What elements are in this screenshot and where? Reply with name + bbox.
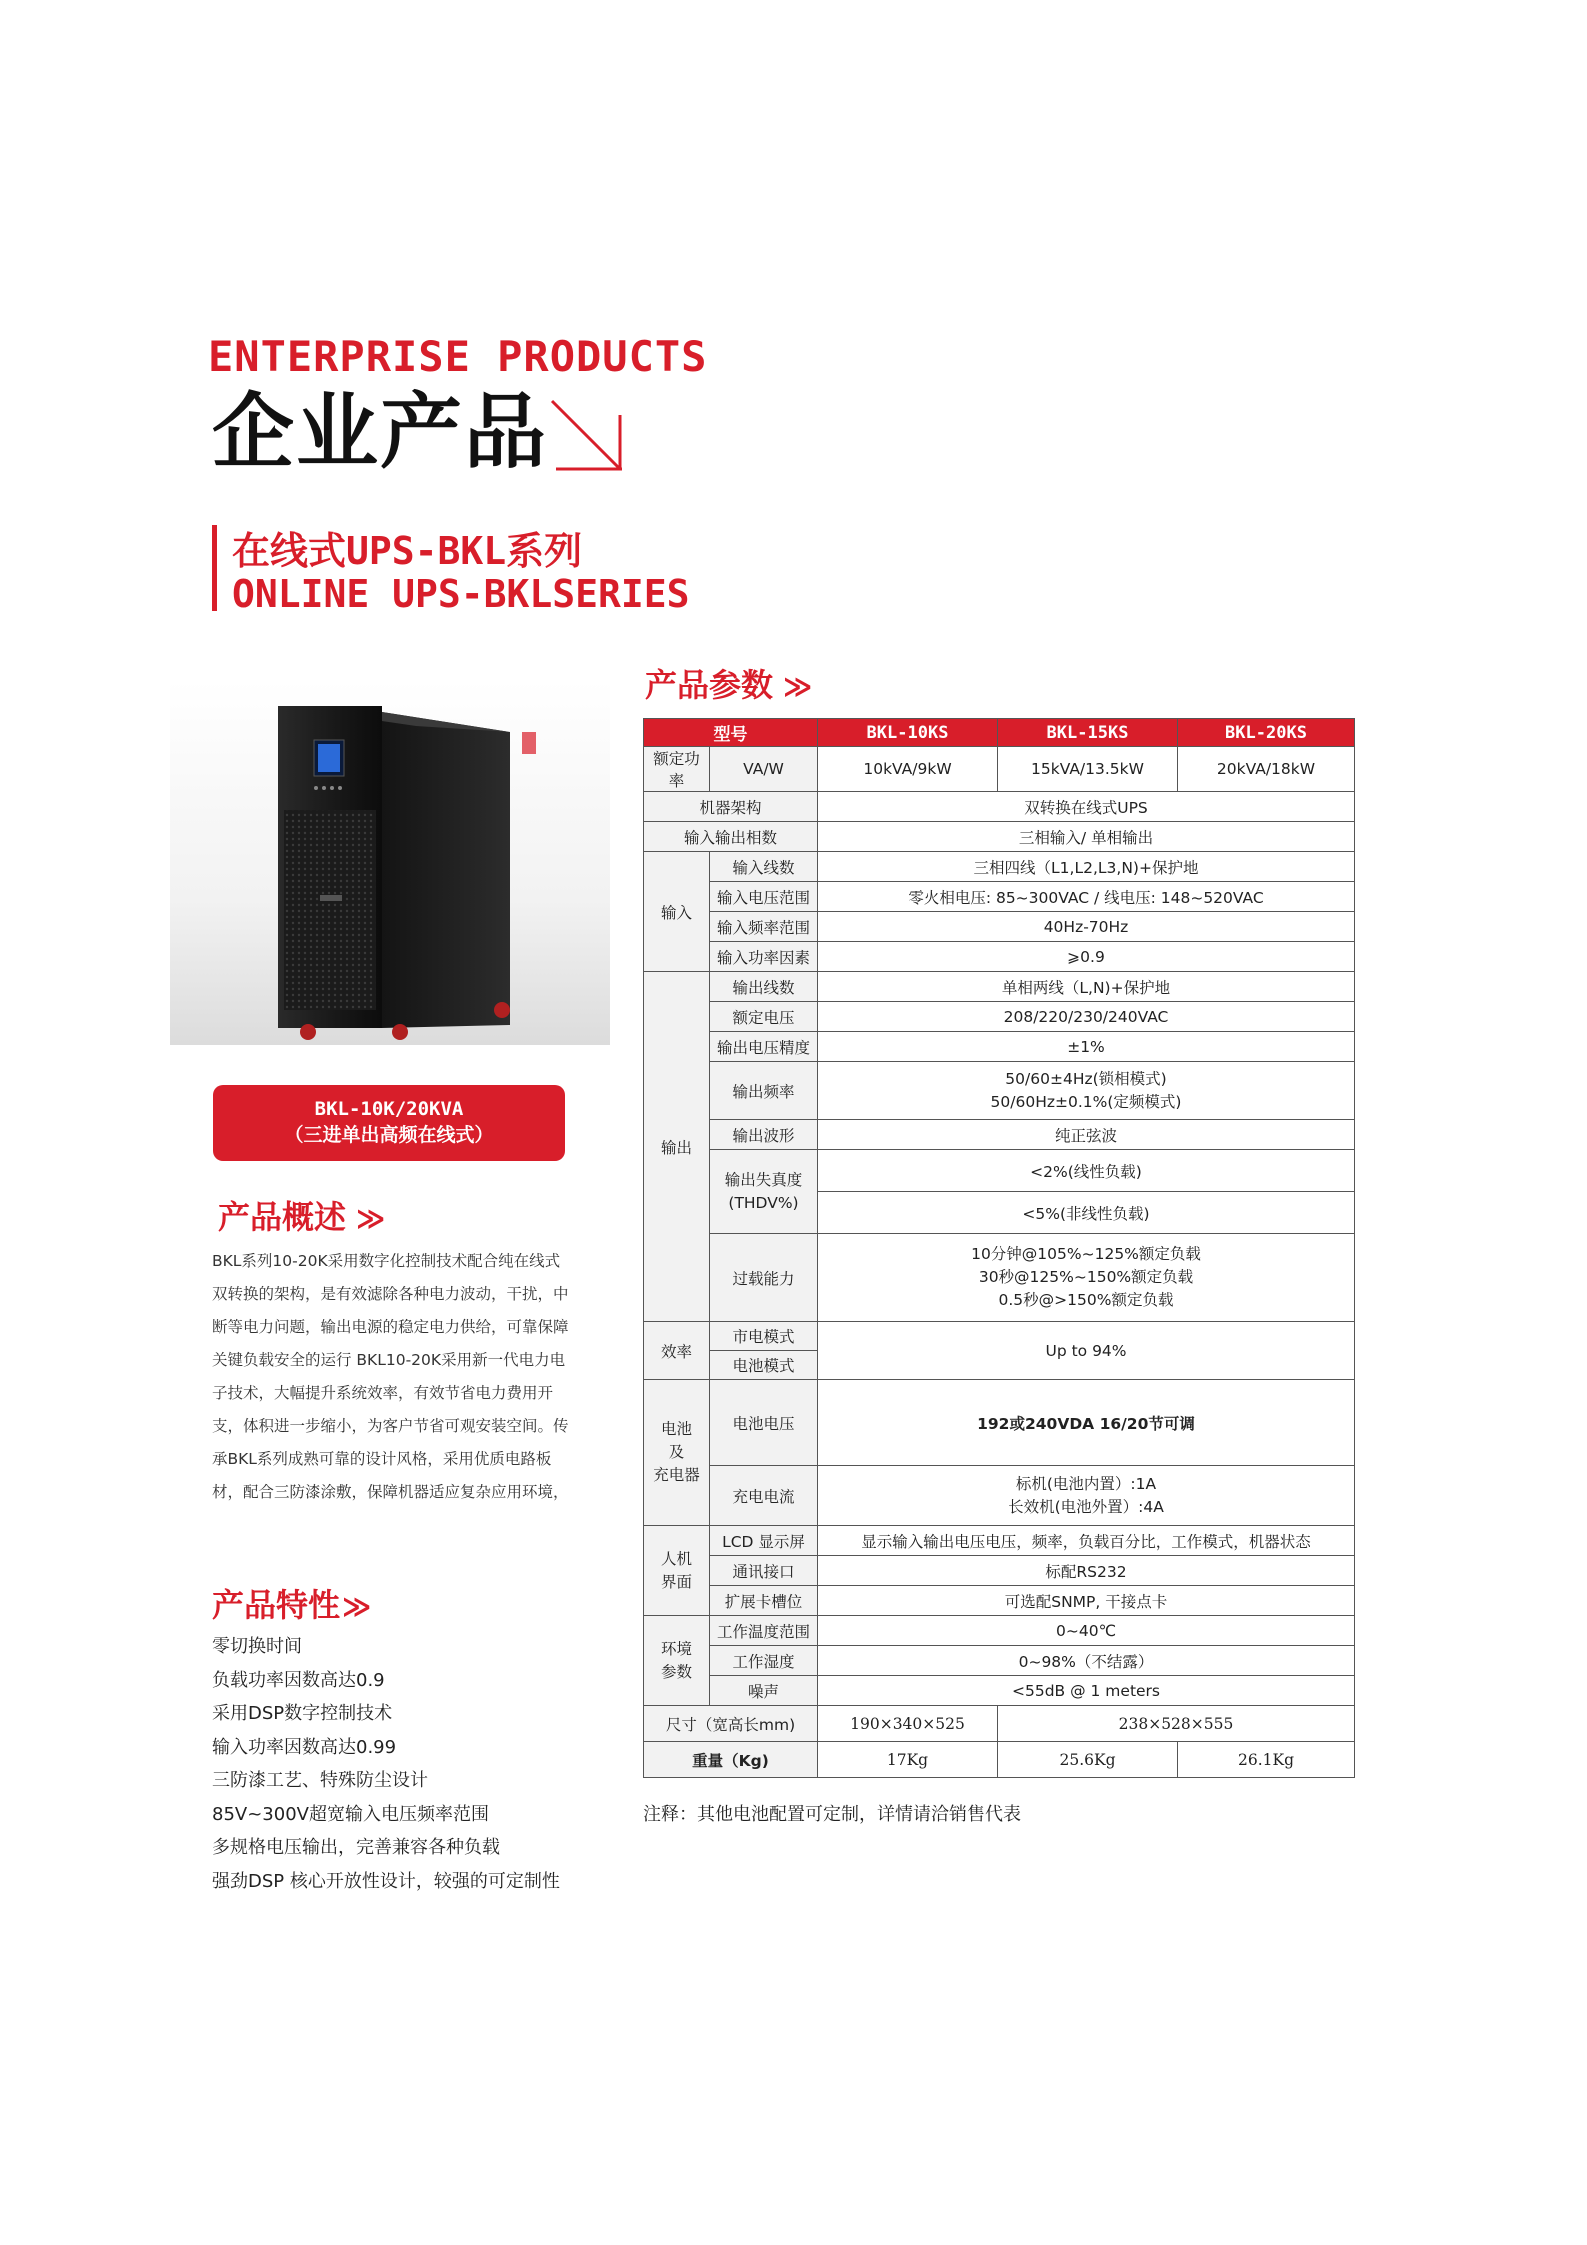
output-thd-label-line1: 输出失真度: [724, 1170, 803, 1189]
table-row: [644, 1556, 1355, 1586]
table-row: [644, 882, 1355, 912]
chevron-right-icon: ≫: [342, 1590, 372, 1623]
chevron-right-icon: ≫: [783, 670, 813, 703]
chevron-right-icon: ≫: [356, 1202, 386, 1235]
rated-power-20k: 20kVA/18kW: [1178, 747, 1355, 792]
product-image: [170, 680, 610, 1045]
hmi-group-line2: 界面: [660, 1572, 692, 1591]
rated-power-15k: 15kVA/13.5kW: [998, 747, 1178, 792]
overload-value: [818, 1234, 1355, 1322]
table-row: [644, 1586, 1355, 1616]
comm-label: 通讯接口: [710, 1556, 818, 1586]
product-type: （三进单出高频在线式）: [284, 1124, 494, 1146]
output-thd-linear: <2%(线性负载): [818, 1150, 1355, 1192]
output-thd-nonlinear: <5%(非线性负载): [818, 1192, 1355, 1234]
phases-value: 三相输入/ 单相输出: [818, 822, 1355, 852]
table-row: [644, 1380, 1355, 1466]
output-accuracy-label: 输出电压精度: [710, 1032, 818, 1062]
charge-current-label: 充电电流: [710, 1466, 818, 1526]
temp-value: 0~40℃: [818, 1616, 1355, 1646]
comm-value: 标配RS232: [818, 1556, 1355, 1586]
phases-label: 输入输出相数: [644, 822, 818, 852]
output-thd-label: [710, 1150, 818, 1234]
footnote: 注释：其他电池配置可定制，详情请洽销售代表: [643, 1804, 1021, 1825]
output-lines-value: 单相两线（L,N)+保护地: [818, 972, 1355, 1002]
rated-power-10k: 10kVA/9kW: [818, 747, 998, 792]
header-model: 型号: [644, 719, 818, 747]
output-wave-label: 输出波形: [710, 1120, 818, 1150]
table-header-row: [644, 719, 1355, 747]
series-title-en: ONLINE UPS-BKLSERIES: [232, 572, 690, 616]
series-title-cn: 在线式UPS-BKL系列: [232, 529, 583, 573]
list-item: 多规格电压输出，完善兼容各种负载: [212, 1837, 500, 1858]
hmi-group-line1: 人机: [660, 1549, 692, 1568]
table-row: [644, 1032, 1355, 1062]
env-group-line2: 参数: [660, 1662, 692, 1681]
charge-current-internal: 标机(电池内置）:1A: [1015, 1474, 1157, 1493]
params-title: [645, 660, 812, 706]
battery-group-line2: 及: [668, 1443, 685, 1461]
features-title-text: 产品特性: [212, 1586, 341, 1624]
charge-current-external: 长效机(电池外置）:4A: [1008, 1497, 1164, 1516]
params-title-text: 产品参数: [645, 666, 774, 704]
humidity-value: 0~98%（不结露）: [818, 1646, 1355, 1676]
size-10k: 190×340×525: [818, 1706, 998, 1742]
product-model-range: BKL-10K/20KVA: [314, 1098, 464, 1120]
slot-value: 可选配SNMP, 干接点卡: [818, 1586, 1355, 1616]
series-accent-bar: [212, 525, 217, 611]
battery-group-label: [644, 1380, 710, 1526]
input-lines-value: 三相四线（L1,L2,L3,N)+保护地: [818, 852, 1355, 882]
table-row: [644, 792, 1355, 822]
input-freq-label: 输入频率范围: [710, 912, 818, 942]
input-group-label: 输入: [644, 852, 710, 972]
input-pf-value: ⩾0.9: [818, 942, 1355, 972]
header-bkl-10ks: BKL-10KS: [818, 719, 998, 747]
table-row: [644, 1706, 1355, 1742]
table-row: [644, 852, 1355, 882]
size-label: 尺寸（宽高长mm): [644, 1706, 818, 1742]
product-caption: [213, 1085, 565, 1161]
table-row: [644, 1646, 1355, 1676]
table-row: [644, 1466, 1355, 1526]
noise-label: 噪声: [710, 1676, 818, 1706]
output-accuracy-value: ±1%: [818, 1032, 1355, 1062]
output-freq-fixed: 50/60Hz±0.1%(定频模式): [990, 1092, 1182, 1111]
table-row: [644, 942, 1355, 972]
output-wave-value: 纯正弦波: [818, 1120, 1355, 1150]
overload-line-3: 0.5秒@>150%额定负载: [998, 1291, 1174, 1309]
enterprise-title-en: ENTERPRISE PRODUCTS: [208, 332, 708, 381]
output-rated-value: 208/220/230/240VAC: [818, 1002, 1355, 1032]
overload-label: 过载能力: [710, 1234, 818, 1322]
table-row: [644, 1742, 1355, 1778]
input-voltage-value: 零火相电压: 85~300VAC / 线电压: 148~520VAC: [818, 882, 1355, 912]
architecture-label: 机器架构: [644, 792, 818, 822]
size-15k-20k: 238×528×555: [998, 1706, 1355, 1742]
output-freq-value: [818, 1062, 1355, 1120]
temp-label: 工作温度范围: [710, 1616, 818, 1646]
spec-table: [643, 718, 1355, 1778]
hmi-group-label: [644, 1526, 710, 1616]
weight-15k: 25.6Kg: [998, 1742, 1178, 1778]
humidity-label: 工作湿度: [710, 1646, 818, 1676]
lcd-value: 显示输入输出电压电压，频率，负载百分比，工作模式，机器状态: [818, 1526, 1355, 1556]
slot-label: 扩展卡槽位: [710, 1586, 818, 1616]
table-row: [644, 747, 1355, 792]
battery-group-line1: 电池: [660, 1420, 692, 1438]
table-row: [644, 822, 1355, 852]
battery-voltage-label: 电池电压: [710, 1380, 818, 1466]
output-freq-label: 输出频率: [710, 1062, 818, 1120]
table-row: [644, 1120, 1355, 1150]
env-group-line1: 环境: [660, 1639, 692, 1658]
arrow-down-right-icon: [548, 397, 626, 475]
input-voltage-label: 输入电压范围: [710, 882, 818, 912]
weight-20k: 26.1Kg: [1178, 1742, 1355, 1778]
output-rated-label: 额定电压: [710, 1002, 818, 1032]
overview-paragraph: BKL系列10-20K采用数字化控制技术配合纯在线式双转换的架构，是有效滤除各种电力波动，干扰，中断等电力问题，输出电源的稳定电力供给，可靠保障关键负载安全的运行 BKL10-20K采用新一代电力电子技术，大幅提升系统效率，有效节省电力费用开支，体积进一步缩小，为客户节省可观安装空间。传承BKL系列成熟可靠的设计风格，采用优质电路板材，配合三防漆涂敷，保障机器适应复杂应用环境，: [212, 1252, 569, 1501]
rated-power-unit: VA/W: [710, 747, 818, 792]
table-row: [644, 912, 1355, 942]
lcd-label: LCD 显示屏: [710, 1526, 818, 1556]
efficiency-group-label: 效率: [644, 1322, 710, 1380]
charge-current-value: [818, 1466, 1355, 1526]
efficiency-mains-label: 市电模式: [710, 1322, 818, 1351]
list-item: 强劲DSP 核心开放性设计，较强的可定制性: [212, 1870, 560, 1892]
overview-title-text: 产品概述: [218, 1198, 347, 1236]
weight-10k: 17Kg: [818, 1742, 998, 1778]
table-row: [644, 1616, 1355, 1646]
list-item: 三防漆工艺、特殊防尘设计: [212, 1770, 428, 1791]
input-pf-label: 输入功率因素: [710, 942, 818, 972]
env-group-label: [644, 1616, 710, 1706]
header-bkl-15ks: BKL-15KS: [998, 719, 1178, 747]
noise-value: <55dB @ 1 meters: [818, 1676, 1355, 1706]
architecture-value: 双转换在线式UPS: [818, 792, 1355, 822]
table-row: [644, 1526, 1355, 1556]
input-lines-label: 输入线数: [710, 852, 818, 882]
output-group-label: 输出: [644, 972, 710, 1322]
input-freq-value: 40Hz-70Hz: [818, 912, 1355, 942]
overload-line-1: 10分钟@105%~125%额定负载: [971, 1245, 1201, 1263]
feature-list: [212, 1630, 560, 1898]
list-item: 输入功率因数高达0.99: [212, 1736, 397, 1758]
table-row: [644, 972, 1355, 1002]
list-item: 85V~300V超宽输入电压频率范围: [212, 1803, 489, 1825]
overview-title: [218, 1192, 385, 1238]
features-title: [212, 1580, 371, 1626]
output-lines-label: 输出线数: [710, 972, 818, 1002]
table-row: [644, 1676, 1355, 1706]
output-thd-label-line2: (THDV%): [728, 1193, 799, 1212]
header-bkl-20ks: BKL-20KS: [1178, 719, 1355, 747]
efficiency-value: Up to 94%: [818, 1322, 1355, 1380]
list-item: 零切换时间: [212, 1636, 302, 1657]
table-row: [644, 1150, 1355, 1192]
rated-power-label: 额定功率: [644, 747, 710, 792]
output-freq-locked: 50/60±4Hz(锁相模式): [1005, 1069, 1167, 1088]
table-row: [644, 1002, 1355, 1032]
table-row: [644, 1062, 1355, 1120]
list-item: 采用DSP数字控制技术: [212, 1703, 393, 1724]
overload-line-2: 30秒@125%~150%额定负载: [978, 1268, 1194, 1286]
list-item: 负载功率因数高达0.9: [212, 1669, 385, 1691]
table-row: [644, 1322, 1355, 1351]
efficiency-battery-label: 电池模式: [710, 1351, 818, 1380]
weight-label: 重量（Kg): [644, 1742, 818, 1778]
battery-group-line3: 充电器: [653, 1466, 700, 1484]
enterprise-title-cn: 企业产品: [212, 385, 549, 480]
battery-voltage-value: 192或240VDA 16/20节可调: [818, 1380, 1355, 1466]
table-row: [644, 1234, 1355, 1322]
